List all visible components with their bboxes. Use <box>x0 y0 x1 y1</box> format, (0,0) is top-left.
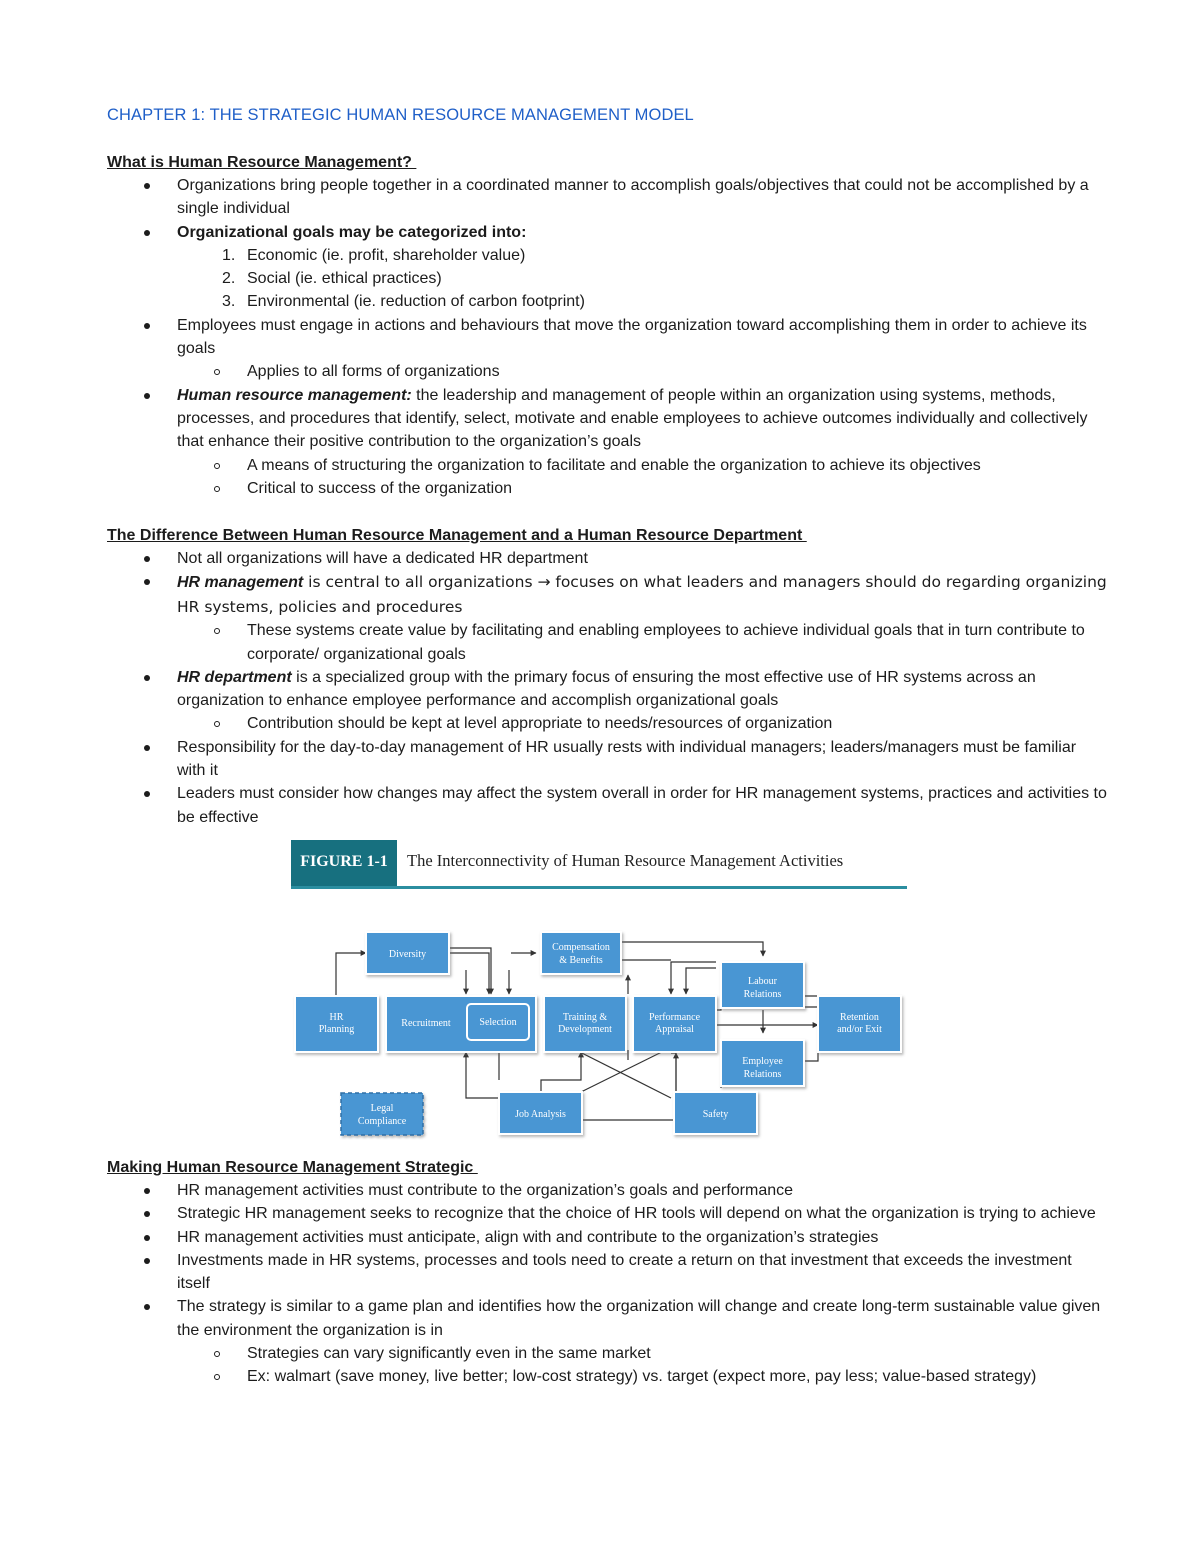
node-legal-compliance <box>341 1093 423 1135</box>
svg-text:Compliance: Compliance <box>357 1116 407 1127</box>
figure-label: FIGURE 1-1 <box>291 840 397 886</box>
svg-text:Development: Development <box>558 1024 612 1035</box>
list-item: Not all organizations will have a dedicated HR department <box>107 547 1107 570</box>
list-item: Responsibility for the day-to-day management of HR usually rests with individual managers; leaders/managers must be familiar with it <box>107 736 1107 783</box>
list-number: 1. <box>222 246 236 264</box>
svg-text:& Benefits: & Benefits <box>559 955 603 966</box>
list-item: Strategic HR management seeks to recognize that the choice of HR tools will depend on what the organization is trying to achieve <box>107 1202 1107 1225</box>
bullet-icon <box>144 1235 150 1241</box>
defined-term: Human resource management: <box>177 386 412 404</box>
list-number: 2. <box>222 270 236 288</box>
svg-text:Selection: Selection <box>479 1017 517 1028</box>
list-item: HR department is a specialized group with the primary focus of ensuring the most effective use of HR systems across an organization to enhance employee performance and accomplish organizational goals <box>107 666 1107 713</box>
node-compensation <box>541 932 621 974</box>
svg-text:Relations: Relations <box>743 989 782 1000</box>
list-item: A means of structuring the organization to facilitate and enable the organization to achieve its objectives <box>107 454 1107 477</box>
node-retention <box>818 996 901 1052</box>
bullet-icon <box>144 1188 150 1194</box>
list-item: Applies to all forms of organizations <box>107 360 1107 383</box>
bullet-icon <box>144 1211 150 1217</box>
list-item: Organizational goals may be categorized into: <box>107 221 1107 244</box>
svg-text:and/or Exit: and/or Exit <box>837 1024 882 1035</box>
svg-text:Performance: Performance <box>648 1012 701 1023</box>
bullet-icon <box>144 745 150 751</box>
svg-text:Training &: Training & <box>562 1012 608 1023</box>
list-item: Organizations bring people together in a coordinated manner to accomplish goals/objectives that could not be accomplished by a single individual <box>107 174 1107 221</box>
list-item: Strategies can vary significantly even in the same market <box>107 1342 1107 1365</box>
svg-text:HR: HR <box>329 1012 344 1023</box>
defined-term: HR management <box>177 574 304 592</box>
svg-text:Safety: Safety <box>702 1109 729 1120</box>
list-item: HR management is central to all organizations → focuses on what leaders and managers should do regarding organizing HR systems, policies and procedures <box>107 570 1107 619</box>
list-item: 2. Social (ie. ethical practices) <box>107 267 1107 290</box>
list-item: The strategy is similar to a game plan and identifies how the organization will change and create long-term sustainable value given the environment the organization is in <box>107 1295 1107 1342</box>
circle-bullet-icon <box>214 369 220 375</box>
circle-bullet-icon <box>214 463 220 469</box>
list-item: Ex: walmart (save money, live better; low-cost strategy) vs. target (expect more, pay less; value-based strategy) <box>107 1365 1107 1388</box>
bullet-icon <box>144 556 150 562</box>
circle-bullet-icon <box>214 628 220 634</box>
list-item: HR management activities must anticipate, align with and contribute to the organization’s strategies <box>107 1226 1107 1249</box>
bullet-icon <box>144 791 150 797</box>
svg-text:Retention: Retention <box>840 1012 879 1023</box>
node-safety <box>674 1092 757 1134</box>
figure-hrm-interconnectivity <box>291 840 911 1140</box>
bullet-icon <box>144 230 150 236</box>
svg-text:Diversity: Diversity <box>388 949 427 960</box>
node-performance <box>633 996 716 1052</box>
list-item: These systems create value by facilitating and enabling employees to achieve individual goals that in turn contribute to corporate/ organizational goals <box>107 619 1107 666</box>
svg-text:Labour: Labour <box>748 976 777 987</box>
bullet-list <box>107 174 1107 500</box>
bullet-icon <box>144 183 150 189</box>
bullet-icon <box>144 1304 150 1310</box>
figure-title: The Interconnectivity of Human Resource Management Activities <box>407 851 844 870</box>
section-heading: What is Human Resource Management? <box>107 154 417 171</box>
list-item: Leaders must consider how changes may affect the system overall in order for HR management systems, practices and activities to be effective <box>107 782 1107 829</box>
section-what-is-hrm <box>107 151 1107 500</box>
list-item: 3. Environmental (ie. reduction of carbon footprint) <box>107 290 1107 313</box>
svg-text:Job Analysis: Job Analysis <box>515 1109 566 1120</box>
svg-text:Relations: Relations <box>743 1069 782 1080</box>
circle-bullet-icon <box>214 1351 220 1357</box>
chapter-title: CHAPTER 1: THE STRATEGIC HUMAN RESOURCE MANAGEMENT MODEL <box>107 106 694 124</box>
list-item: Contribution should be kept at level appropriate to needs/resources of organization <box>107 712 1107 735</box>
circle-bullet-icon <box>214 486 220 492</box>
svg-text:Compensation: Compensation <box>552 942 610 953</box>
defined-term: HR department <box>177 668 292 686</box>
list-number: 3. <box>222 293 236 311</box>
node-hr-planning <box>295 996 378 1052</box>
bullet-list <box>107 1179 1107 1389</box>
svg-text:Recruitment: Recruitment <box>401 1018 451 1029</box>
bullet-icon <box>144 579 150 585</box>
section-hrm-vs-department <box>107 524 1107 829</box>
node-job-analysis <box>499 1092 582 1134</box>
circle-bullet-icon <box>214 1374 220 1380</box>
section-heading: Making Human Resource Management Strategic <box>107 1159 478 1176</box>
list-item: 1. Economic (ie. profit, shareholder value) <box>107 244 1107 267</box>
list-item: Investments made in HR systems, processes and tools need to create a return on that investment that exceeds the investment itself <box>107 1249 1107 1296</box>
svg-text:Planning: Planning <box>318 1024 355 1035</box>
node-labour-relations <box>721 962 804 1008</box>
circle-bullet-icon <box>214 721 220 727</box>
bullet-icon <box>144 1258 150 1264</box>
bullet-icon <box>144 393 150 399</box>
list-item: HR management activities must contribute to the organization’s goals and performance <box>107 1179 1107 1202</box>
bullet-icon <box>144 675 150 681</box>
list-item: Human resource management: the leadership and management of people within an organization using systems, methods, processes, and procedures that identify, select, motivate and enable employees to achieve outcomes individually and collectively that enhance their positive contribution to the organization’s goals <box>107 384 1107 454</box>
node-training <box>544 996 626 1052</box>
section-heading: The Difference Between Human Resource Management and a Human Resource Department <box>107 527 807 544</box>
bullet-list <box>107 547 1107 829</box>
svg-text:Appraisal: Appraisal <box>655 1024 694 1035</box>
bullet-icon <box>144 323 150 329</box>
hrm-diagram <box>291 890 911 1140</box>
section-making-hrm-strategic <box>107 1156 1107 1389</box>
svg-text:Employee: Employee <box>742 1056 783 1067</box>
svg-text:Legal: Legal <box>370 1103 394 1114</box>
node-diversity <box>366 932 449 974</box>
list-item: Employees must engage in actions and behaviours that move the organization toward accomplishing them in order to achieve its goals <box>107 314 1107 361</box>
figure-header <box>291 840 907 889</box>
list-item: Critical to success of the organization <box>107 477 1107 500</box>
node-employee-relations <box>721 1040 804 1086</box>
